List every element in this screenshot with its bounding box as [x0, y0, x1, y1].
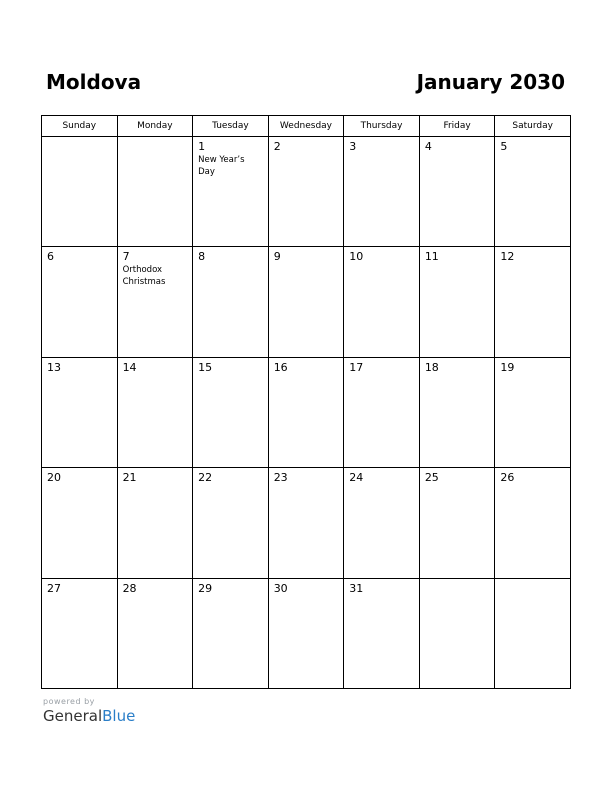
day-cell	[193, 247, 269, 357]
day-number: 16	[273, 360, 288, 374]
weekday-header: Saturday	[495, 116, 571, 137]
day-cell	[117, 357, 193, 467]
day-cell	[419, 247, 495, 357]
day-number: 30	[273, 581, 288, 595]
footer-brand	[43, 697, 135, 725]
day-cell	[495, 357, 571, 467]
day-cell	[495, 137, 571, 247]
weekday-header: Tuesday	[193, 116, 269, 137]
brand-name-blue: Blue	[102, 707, 136, 725]
holiday-label: Orthodox Christmas	[122, 265, 166, 288]
day-cell	[117, 247, 193, 357]
day-number: 29	[198, 581, 213, 595]
weekday-header: Wednesday	[268, 116, 344, 137]
brand-logo[interactable]	[43, 707, 135, 725]
day-number: 21	[122, 471, 137, 485]
day-cell	[42, 578, 118, 688]
day-number: 3	[349, 140, 357, 153]
day-cell	[344, 137, 420, 247]
day-cell	[419, 578, 495, 688]
day-cell	[193, 468, 269, 578]
day-number: 2	[273, 140, 281, 153]
day-cell	[344, 357, 420, 467]
day-number: 14	[122, 360, 137, 374]
day-cell	[495, 468, 571, 578]
day-number: 24	[349, 471, 364, 485]
day-cell	[344, 247, 420, 357]
holiday-label: New Year’s Day	[198, 155, 245, 177]
day-cell	[117, 578, 193, 688]
day-cell	[419, 357, 495, 467]
day-number: 8	[198, 250, 206, 264]
day-number: 26	[500, 471, 515, 485]
day-number: 6	[47, 250, 54, 264]
weekday-header-row	[42, 116, 571, 137]
powered-by-text: powered by	[43, 697, 95, 706]
day-number: 23	[273, 471, 288, 485]
day-number: 12	[500, 250, 515, 264]
day-cell	[42, 357, 118, 467]
day-cell	[344, 578, 420, 688]
day-cell	[344, 468, 420, 578]
day-number: 9	[273, 250, 281, 264]
week-row	[42, 247, 571, 357]
day-cell	[419, 137, 495, 247]
week-row	[42, 468, 571, 578]
day-number: 1	[198, 140, 206, 153]
brand-name-general: General	[43, 707, 103, 725]
calendar-country-title: Moldova	[46, 70, 142, 94]
day-cell	[268, 137, 344, 247]
weekday-header: Monday	[117, 116, 193, 137]
day-cell	[42, 468, 118, 578]
calendar-month-title: January 2030	[416, 70, 565, 94]
day-cell	[495, 578, 571, 688]
day-number: 4	[424, 140, 432, 153]
day-cell	[268, 247, 344, 357]
day-cell	[193, 357, 269, 467]
day-cell	[42, 137, 118, 247]
weekday-header: Friday	[419, 116, 495, 137]
week-row	[42, 578, 571, 688]
day-number: 5	[500, 140, 508, 153]
day-cell	[117, 468, 193, 578]
day-number: 7	[122, 250, 130, 264]
day-cell	[193, 578, 269, 688]
day-number: 11	[424, 250, 439, 264]
day-cell	[495, 247, 571, 357]
week-row	[42, 357, 571, 467]
day-cell	[268, 578, 344, 688]
day-number: 13	[47, 360, 61, 374]
day-number: 10	[349, 250, 364, 264]
calendar-grid	[41, 115, 571, 689]
weekday-header: Thursday	[344, 116, 420, 137]
day-number: 19	[500, 360, 515, 374]
day-number: 25	[424, 471, 439, 485]
day-number: 17	[349, 360, 364, 374]
day-cell	[419, 468, 495, 578]
day-cell	[268, 468, 344, 578]
day-number: 31	[349, 581, 364, 595]
day-number: 20	[47, 471, 61, 485]
day-number: 27	[47, 581, 61, 595]
day-number: 15	[198, 360, 213, 374]
day-number: 22	[198, 471, 213, 485]
day-cell	[117, 137, 193, 247]
day-cell	[193, 137, 269, 247]
weekday-header: Sunday	[42, 116, 118, 137]
day-number: 18	[424, 360, 439, 374]
day-number: 28	[122, 581, 137, 595]
day-cell	[42, 247, 118, 357]
week-row	[42, 137, 571, 247]
day-cell	[268, 357, 344, 467]
